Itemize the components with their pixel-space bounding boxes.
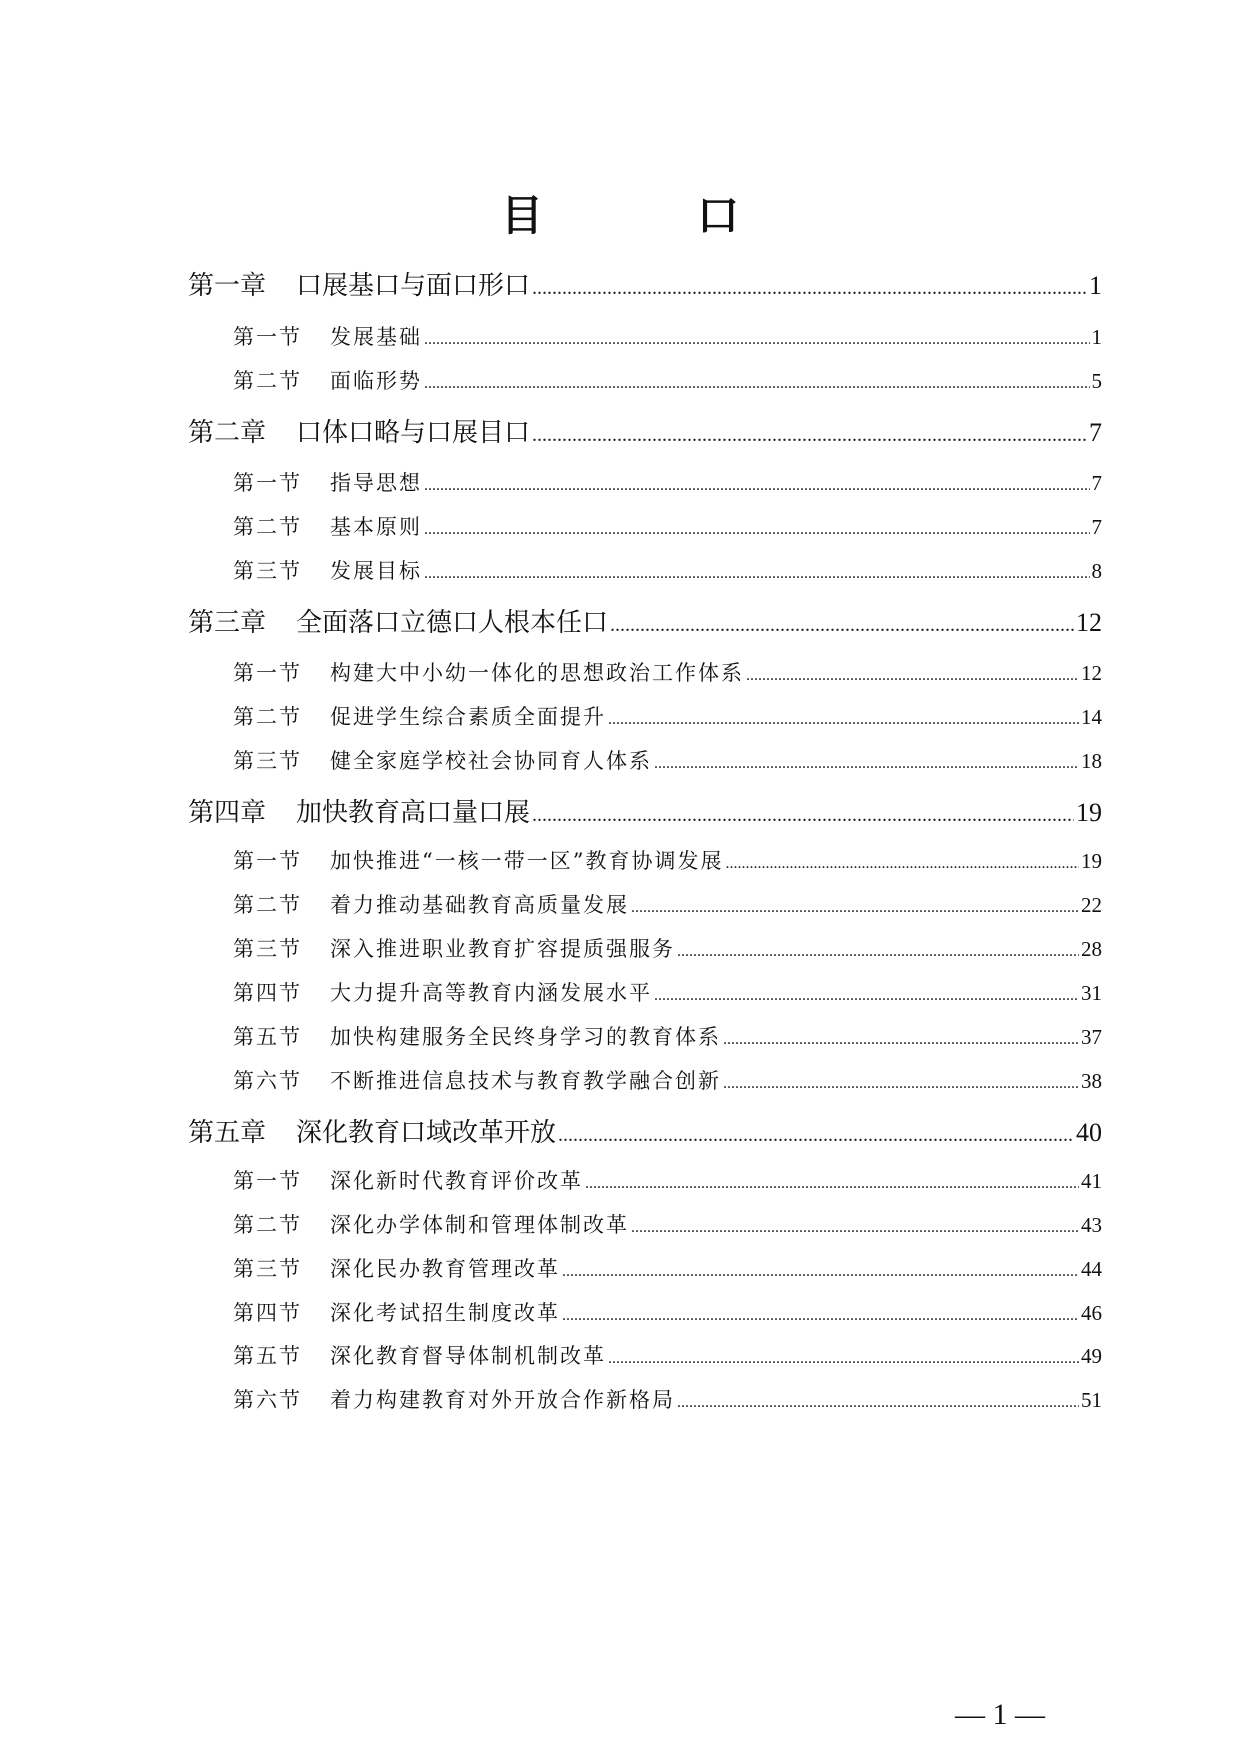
dot-leader — [562, 1298, 1079, 1331]
section-title: 加快推进“一核一带一区”教育协调发展 — [330, 849, 724, 873]
toc-section-entry — [233, 1341, 1102, 1374]
page-number: 7 — [1091, 471, 1102, 495]
toc-section-entry — [233, 934, 1102, 967]
section-title: 深化考试招生制度改革 — [330, 1301, 560, 1325]
page-number: 41 — [1081, 1169, 1102, 1193]
toc-section-entry — [233, 1298, 1102, 1331]
toc-section-entry — [233, 702, 1102, 735]
chapter-title: 加快教育高口量口展 — [296, 798, 531, 828]
section-title: 深入推进职业教育扩容提质强服务 — [330, 937, 675, 961]
section-number: 第六节 — [233, 1069, 302, 1093]
dot-leader — [532, 795, 1074, 833]
page-number: 37 — [1081, 1025, 1102, 1049]
page-number-footer: — 1 — — [955, 1698, 1045, 1731]
toc-chapter-entry — [188, 795, 1102, 833]
dot-leader — [677, 934, 1079, 967]
section-title: 发展目标 — [330, 559, 422, 583]
page-number: 5 — [1091, 369, 1102, 393]
section-number: 第二节 — [233, 893, 302, 917]
page-number: 12 — [1081, 661, 1102, 685]
dot-leader — [631, 1210, 1079, 1243]
section-number: 第五节 — [233, 1344, 302, 1368]
toc-section-entry — [233, 322, 1102, 355]
toc-chapter-entry — [188, 415, 1102, 453]
dot-leader — [424, 322, 1090, 355]
page-number: 38 — [1081, 1069, 1102, 1093]
section-number: 第一节 — [233, 325, 302, 349]
dot-leader — [532, 268, 1087, 306]
chapter-number: 第三章 — [188, 608, 267, 638]
toc-section-entry — [233, 1066, 1102, 1099]
section-number: 第一节 — [233, 849, 302, 873]
dot-leader — [723, 1022, 1079, 1055]
dot-leader — [677, 1385, 1079, 1418]
page-number: 1 — [1091, 325, 1102, 349]
page-number: 14 — [1081, 705, 1102, 729]
chapter-title: 口体口略与口展目口 — [296, 418, 531, 448]
section-title: 大力提升高等教育内涵发展水平 — [330, 981, 652, 1005]
dot-leader — [424, 512, 1090, 545]
section-title: 着力推动基础教育高质量发展 — [330, 893, 629, 917]
page-number: 49 — [1081, 1344, 1102, 1368]
page-number: 7 — [1091, 515, 1102, 539]
section-title: 基本原则 — [330, 515, 422, 539]
page-number: 43 — [1081, 1213, 1102, 1237]
dot-leader — [562, 1254, 1079, 1287]
section-title: 健全家庭学校社会协同育人体系 — [330, 749, 652, 773]
page-number: 12 — [1076, 608, 1102, 637]
section-number: 第四节 — [233, 981, 302, 1005]
toc-section-entry — [233, 890, 1102, 923]
page-number: 28 — [1081, 937, 1102, 961]
section-number: 第一节 — [233, 661, 302, 685]
dot-leader — [654, 746, 1079, 779]
toc-section-entry — [233, 978, 1102, 1011]
page-number: 44 — [1081, 1257, 1102, 1281]
dot-leader — [631, 890, 1079, 923]
dot-leader — [610, 605, 1074, 643]
section-number: 第四节 — [233, 1301, 302, 1325]
toc-section-entry — [233, 366, 1102, 399]
section-number: 第三节 — [233, 749, 302, 773]
section-title: 促进学生综合素质全面提升 — [330, 705, 606, 729]
page-number: 22 — [1081, 893, 1102, 917]
chapter-number: 第五章 — [188, 1118, 267, 1148]
toc-section-entry — [233, 1385, 1102, 1418]
chapter-title: 全面落口立德口人根本任口 — [296, 608, 609, 638]
page-number: 19 — [1081, 849, 1102, 873]
toc-chapter-entry — [188, 605, 1102, 643]
toc-section-entry — [233, 468, 1102, 501]
toc-section-entry — [233, 1166, 1102, 1199]
section-title: 着力构建教育对外开放合作新格局 — [330, 1388, 675, 1412]
dot-leader — [424, 366, 1090, 399]
toc-chapter-entry — [188, 1115, 1102, 1153]
chapter-number: 第一章 — [188, 271, 267, 301]
section-number: 第二节 — [233, 705, 302, 729]
dot-leader — [585, 1166, 1079, 1199]
page-number: 1 — [1089, 271, 1102, 300]
section-title: 构建大中小幼一体化的思想政治工作体系 — [330, 661, 744, 685]
section-number: 第五节 — [233, 1025, 302, 1049]
dot-leader — [746, 658, 1079, 691]
section-title: 深化办学体制和管理体制改革 — [330, 1213, 629, 1237]
toc-section-entry — [233, 512, 1102, 545]
page-number: 51 — [1081, 1388, 1102, 1412]
dot-leader — [608, 702, 1079, 735]
section-number: 第二节 — [233, 369, 302, 393]
section-number: 第二节 — [233, 1213, 302, 1237]
page-number: 8 — [1091, 559, 1102, 583]
section-title: 发展基础 — [330, 325, 422, 349]
section-number: 第一节 — [233, 471, 302, 495]
toc-section-entry — [233, 1022, 1102, 1055]
section-title: 指导思想 — [330, 471, 422, 495]
section-number: 第一节 — [233, 1169, 302, 1193]
chapter-number: 第四章 — [188, 798, 267, 828]
toc-section-entry — [233, 658, 1102, 691]
section-title: 深化教育督导体制机制改革 — [330, 1344, 606, 1368]
section-number: 第二节 — [233, 515, 302, 539]
toc-section-entry — [233, 846, 1102, 879]
page-number: 19 — [1076, 798, 1102, 827]
toc-section-entry — [233, 1210, 1102, 1243]
page-number: 7 — [1089, 418, 1102, 447]
toc-chapter-entry — [188, 268, 1102, 306]
page-number: 46 — [1081, 1301, 1102, 1325]
toc-section-entry — [233, 1254, 1102, 1287]
dot-leader — [654, 978, 1079, 1011]
toc-section-entry — [233, 746, 1102, 779]
page-number: 40 — [1076, 1118, 1102, 1147]
section-title: 面临形势 — [330, 369, 422, 393]
chapter-number: 第二章 — [188, 418, 267, 448]
dot-leader — [725, 846, 1079, 879]
section-number: 第三节 — [233, 937, 302, 961]
dot-leader — [532, 415, 1087, 453]
section-title: 深化民办教育管理改革 — [330, 1257, 560, 1281]
section-number: 第三节 — [233, 559, 302, 583]
section-number: 第六节 — [233, 1388, 302, 1412]
dot-leader — [608, 1341, 1079, 1374]
section-title: 深化新时代教育评价改革 — [330, 1169, 583, 1193]
chapter-title: 口展基口与面口形口 — [296, 271, 531, 301]
dot-leader — [424, 556, 1090, 589]
section-number: 第三节 — [233, 1257, 302, 1281]
toc-section-entry — [233, 556, 1102, 589]
section-title: 加快构建服务全民终身学习的教育体系 — [330, 1025, 721, 1049]
dot-leader — [723, 1066, 1079, 1099]
section-title: 不断推进信息技术与教育教学融合创新 — [330, 1069, 721, 1093]
dot-leader — [424, 468, 1090, 501]
dot-leader — [558, 1115, 1074, 1153]
chapter-title: 深化教育口域改革开放 — [296, 1118, 557, 1148]
page-number: 18 — [1081, 749, 1102, 773]
page-title: 目 口 — [500, 191, 795, 240]
page-number: 31 — [1081, 981, 1102, 1005]
